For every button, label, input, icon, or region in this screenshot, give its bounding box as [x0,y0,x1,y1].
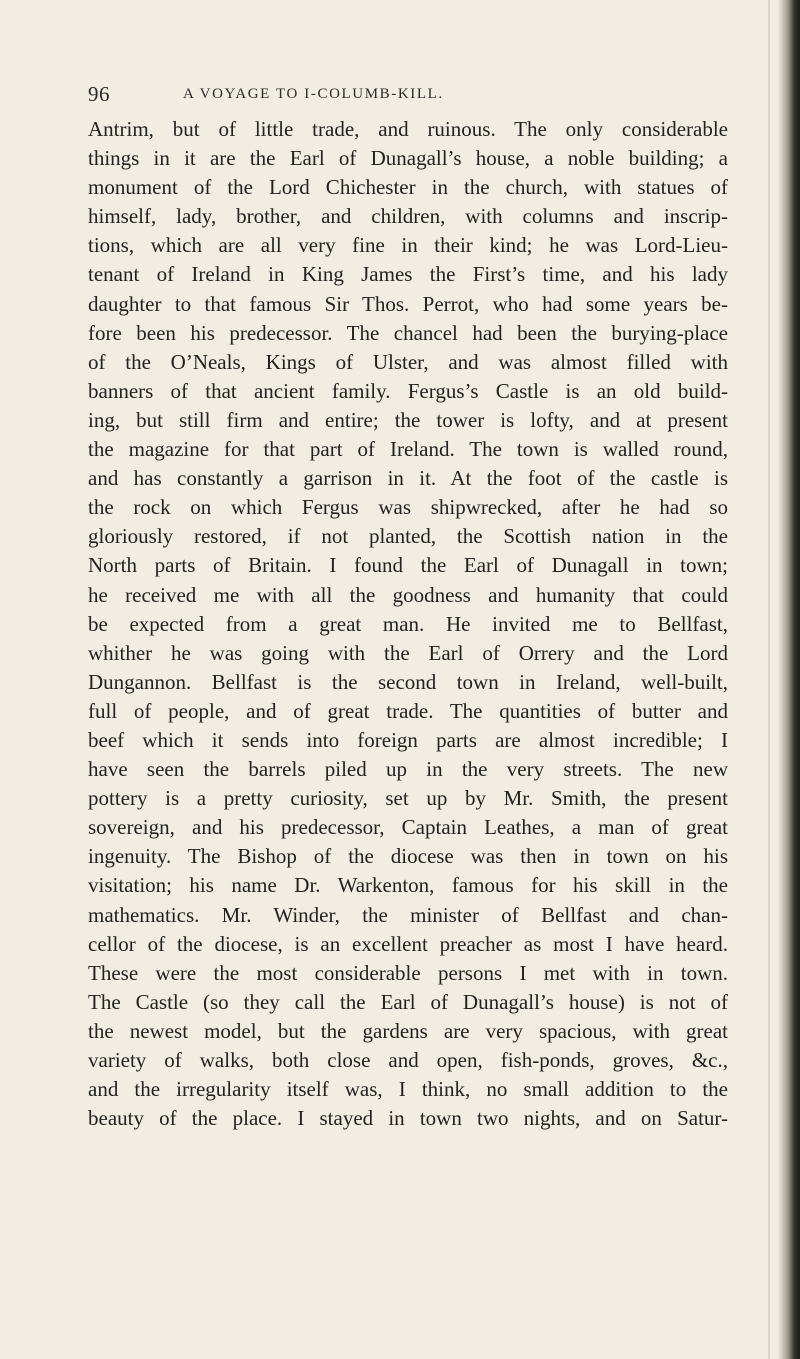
text-line: beef which it sends into foreign parts are almost incredible; I [88,727,728,752]
text-line: variety of walks, both close and open, fish-ponds, groves, &c., [88,1048,728,1072]
text-line: daughter to that famous Sir Thos. Perrot, who had some years be- [88,291,728,316]
body-text [88,115,728,1133]
text-line: North parts of Britain. I found the Earl of Dunagall in town; [88,553,728,578]
text-line: pottery is a pretty curiosity, set up by Mr. Smith, the present [88,786,728,811]
text-line: Dungannon. Bellfast is the second town in Ireland, well-built, [88,669,728,694]
text-line: have seen the barrels piled up in the very streets. The new [88,757,728,782]
text-line: cellor of the diocese, is an excellent preacher as most I have heard. [88,931,728,956]
text-line: himself, lady, brother, and children, with columns and inscrip- [88,204,728,229]
text-line: The Castle (so they call the Earl of Dunagall’s house) is not of [88,989,728,1014]
text-line: the rock on which Fergus was shipwrecked, after he had so [88,495,728,520]
text-line: the magazine for that part of Ireland. The town is walled round, [88,437,728,462]
running-head: A VOYAGE TO I-COLUMB-KILL. [183,86,444,102]
text-line: ing, but still firm and entire; the tower is lofty, and at present [88,407,728,432]
page-number: 96 [88,82,110,106]
text-line: mathematics. Mr. Winder, the minister of Bellfast and chan- [88,902,728,927]
text-line: full of people, and of great trade. The quantities of butter and [88,698,728,723]
text-line: These were the most considerable persons I met with in town. [88,960,728,985]
text-line: whither he was going with the Earl of Orrery and the Lord [88,640,728,665]
text-line: and has constantly a garrison in it. At the foot of the castle is [88,466,728,491]
text-line: ingenuity. The Bishop of the diocese was then in town on his [88,844,728,869]
text-line: monument of the Lord Chichester in the church, with statues of [88,175,728,200]
page-gutter-edge [768,0,770,1359]
text-line: of the O’Neals, Kings of Ulster, and was almost filled with [88,349,728,374]
text-line: things in it are the Earl of Dunagall’s house, a noble building; a [88,146,728,171]
text-line: the newest model, but the gardens are very spacious, with great [88,1018,728,1043]
text-line: sovereign, and his predecessor, Captain Leathes, a man of great [88,815,728,840]
page-header [88,82,714,108]
text-line: Antrim, but of little trade, and ruinous. The only considerable [88,117,728,141]
text-line: be expected from a great man. He invited me to Bellfast, [88,611,728,636]
page-gutter-shadow [778,0,800,1359]
text-line: beauty of the place. I stayed in town two nights, and on Satur- [88,1106,728,1131]
text-line: banners of that ancient family. Fergus’s Castle is an old build- [88,378,728,403]
text-line: and the irregularity itself was, I think, no small addition to the [88,1077,728,1102]
text-line: tenant of Ireland in King James the First’s time, and his lady [88,262,728,287]
text-line: visitation; his name Dr. Warkenton, famous for his skill in the [88,873,728,898]
text-line: fore been his predecessor. The chancel had been the burying-place [88,320,728,345]
text-line: gloriously restored, if not planted, the Scottish nation in the [88,524,728,549]
text-line: tions, which are all very fine in their kind; he was Lord-Lieu- [88,233,728,258]
text-line: he received me with all the goodness and humanity that could [88,582,728,607]
